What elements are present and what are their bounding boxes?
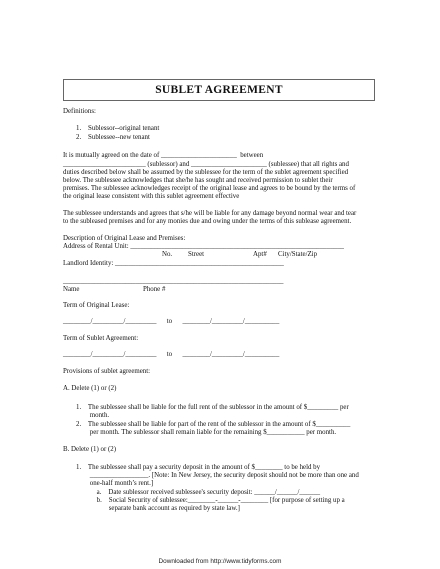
address-apt-label: Apt# bbox=[253, 251, 267, 258]
provision-a-item: 2. The sublessee shall be liable for part of the rent of the sublessor in the amount of $__________ bbox=[76, 421, 351, 428]
provision-b-item: 1. The sublessee shall pay a security deposit in the amount of $________ to be held by bbox=[76, 464, 321, 471]
address-no-label: No. bbox=[162, 251, 173, 258]
agreement-line: It is mutually agreed on the date of ______________________ between bbox=[63, 152, 264, 159]
provision-b-item: _________________. [Note: In New Jersey, the security deposit should not be more than one and bbox=[76, 472, 359, 479]
agreement-line: below. The sublessee acknowledges that she/he has sought and received permission to sublet their bbox=[63, 177, 333, 184]
liability-line: to the subleased premises and for any monies due and owing under the terms of this sublease agreement. bbox=[63, 218, 352, 225]
provision-a-item: month. bbox=[76, 412, 110, 419]
original-lease-dates[interactable]: ________/_________/_________ to ________/_________/__________ bbox=[63, 318, 280, 325]
agreement-line: premises. The sublessee acknowledges receipt of the original lease and agrees to be bound by the terms of bbox=[63, 185, 356, 192]
provision-b-subitem: b. Social Security of sublessee:________-______-________ [for purpose of setting up a bbox=[76, 497, 345, 504]
original-lease-label: Term of Original Lease: bbox=[63, 302, 130, 309]
provisions-label: Provisions of sublet agreement: bbox=[63, 368, 151, 375]
provision-b-item: one-half month’s rent.] bbox=[76, 480, 154, 487]
definition-item: 2. Sublessee--new tenant bbox=[76, 134, 150, 141]
landlord-name-line[interactable]: ________________________________________________________________ bbox=[63, 278, 284, 285]
footer-download-link[interactable]: Downloaded from http://www.tidyforms.com bbox=[158, 558, 282, 565]
agreement-line: the original lease consistent with this sublet agreement effective bbox=[63, 193, 240, 200]
provision-a-item: per month. The sublessor shall remain liable for the remaining $___________ per month. bbox=[76, 429, 337, 436]
landlord-name-label: Name bbox=[63, 286, 80, 293]
agreement-line: duties described below shall be assumed by the sublessee for the term of the sublet agreement specified bbox=[63, 169, 349, 176]
address-street-label: Street bbox=[188, 251, 205, 258]
agreement-line: ________________________ (sublessor) and ______________________ (sublessee) that all rights and bbox=[63, 161, 349, 168]
sublet-term-label: Term of Sublet Agreement: bbox=[63, 335, 139, 342]
provision-b-label: B. Delete (1) or (2) bbox=[63, 446, 116, 453]
provision-b-subitem: separate bank account as required by state law.] bbox=[76, 505, 240, 512]
sublet-term-dates[interactable]: ________/_________/_________ to ________/_________/__________ bbox=[63, 351, 280, 358]
page-title: SUBLET AGREEMENT bbox=[63, 79, 375, 101]
definitions-heading: Definitions: bbox=[63, 108, 96, 115]
definition-item: 1. Sublessor--original tenant bbox=[76, 125, 160, 132]
landlord-phone-label: Phone # bbox=[143, 286, 166, 293]
liability-line: The sublessee understands and agrees that s/he will be liable for any damage beyond normal wear and tear bbox=[63, 210, 357, 217]
provision-b-subitem: a. Date sublessor received sublessee's security deposit: ______/______/______ bbox=[76, 489, 321, 496]
provision-a-item: 1. The sublessee shall be liable for the full rent of the sublessor in the amount of $_________ per bbox=[76, 404, 349, 411]
landlord-identity-field[interactable]: Landlord Identity: _________________________________________________ bbox=[63, 260, 284, 267]
address-city-label: City/State/Zip bbox=[278, 251, 318, 258]
address-field[interactable]: Address of Rental Unit: ______________________________________________________________ bbox=[63, 243, 344, 250]
provision-a-label: A. Delete (1) or (2) bbox=[63, 385, 117, 392]
description-heading: Description of Original Lease and Premises: bbox=[63, 235, 186, 242]
